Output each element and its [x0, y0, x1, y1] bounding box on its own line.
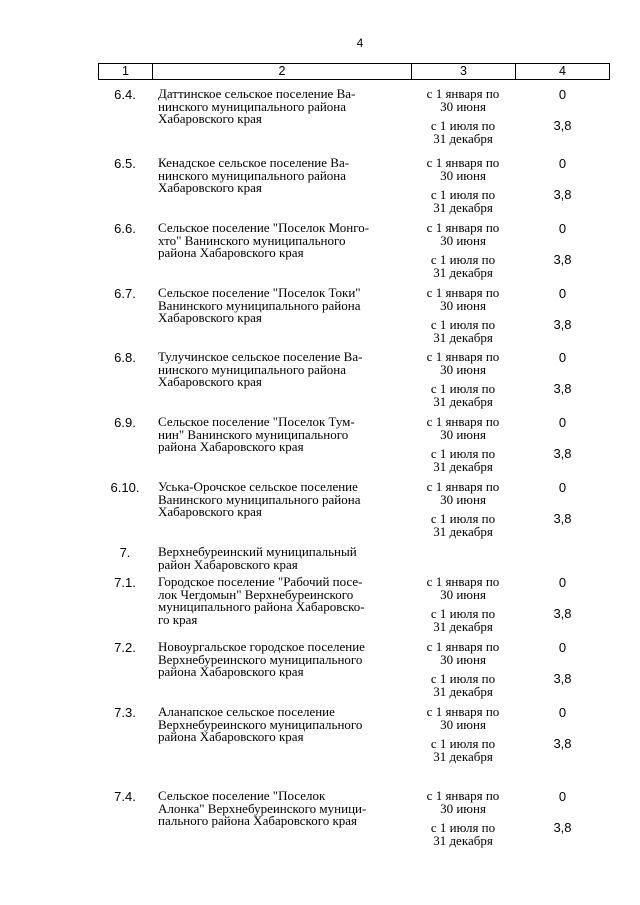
value-second-half: 3,8 — [553, 446, 572, 461]
row-number: 6.9. — [114, 415, 136, 430]
value-second-half: 3,8 — [553, 317, 572, 332]
period-second-half: с 1 июля по 31 декабря — [430, 381, 496, 409]
period-first-half: с 1 января по 30 июня — [426, 86, 500, 114]
period-second-half: с 1 июля по 31 декабря — [430, 671, 496, 699]
row-name: Сельское поселение "Поселок Токи" Ванинского муниципального района Хабаровского края — [158, 285, 361, 325]
row-name: Даттинское сельское поселение Ва- нинского муниципального района Хабаровского края — [158, 86, 356, 126]
value-second-half: 3,8 — [553, 511, 572, 526]
value-second-half: 3,8 — [553, 606, 572, 621]
row-number: 7.4. — [114, 789, 136, 804]
value-first-half: 0 — [558, 415, 567, 430]
value-first-half: 0 — [558, 480, 567, 495]
row-name: Уська-Орочское сельское поселение Ванинского муниципального района Хабаровского края — [158, 479, 361, 519]
value-first-half: 0 — [558, 87, 567, 102]
row-name: Сельское поселение "Поселок Алонка" Верхнебуреинского муници- пального района Хабаровского края — [158, 788, 367, 828]
value-second-half: 3,8 — [553, 252, 572, 267]
period-second-half: с 1 июля по 31 декабря — [430, 446, 496, 474]
row-name: Городское поселение "Рабочий посе- лок Чегдомын" Верхнебуреинского муниципального района Хабаровско- го края — [158, 574, 365, 627]
value-second-half: 3,8 — [553, 820, 572, 835]
value-first-half: 0 — [558, 350, 567, 365]
value-second-half: 3,8 — [553, 187, 572, 202]
header-col-1: 1 — [99, 64, 153, 79]
period-second-half: с 1 июля по 31 декабря — [430, 511, 496, 539]
value-second-half: 3,8 — [553, 381, 572, 396]
value-first-half: 0 — [558, 156, 567, 171]
row-name: Новоургальское городское поселение Верхнебуреинского муниципального района Хабаровского края — [158, 639, 365, 679]
period-second-half: с 1 июля по 31 декабря — [430, 606, 496, 634]
value-first-half: 0 — [558, 286, 567, 301]
period-first-half: с 1 января по 30 июня — [426, 574, 500, 602]
row-number: 7.2. — [114, 640, 136, 655]
row-number: 6.7. — [114, 286, 136, 301]
value-second-half: 3,8 — [553, 118, 572, 133]
period-first-half: с 1 января по 30 июня — [426, 704, 500, 732]
row-number: 6.6. — [114, 221, 136, 236]
value-second-half: 3,8 — [553, 671, 572, 686]
period-first-half: с 1 января по 30 июня — [426, 285, 500, 313]
value-first-half: 0 — [558, 789, 567, 804]
period-first-half: с 1 января по 30 июня — [426, 414, 500, 442]
value-first-half: 0 — [558, 221, 567, 236]
value-first-half: 0 — [558, 575, 567, 590]
header-col-4: 4 — [559, 64, 566, 78]
period-second-half: с 1 июля по 31 декабря — [430, 736, 496, 764]
period-first-half: с 1 января по 30 июня — [426, 479, 500, 507]
row-name: Тулучинское сельское поселение Ва- нинского муниципального района Хабаровского края — [158, 349, 363, 389]
row-name: Сельское поселение "Поселок Монго- хто" Ванинского муниципального района Хабаровского края — [158, 220, 370, 260]
value-first-half: 0 — [558, 640, 567, 655]
value-first-half: 0 — [558, 705, 567, 720]
period-second-half: с 1 июля по 31 декабря — [430, 820, 496, 848]
period-first-half: с 1 января по 30 июня — [426, 155, 500, 183]
period-first-half: с 1 января по 30 июня — [426, 220, 500, 248]
row-number: 7. — [119, 545, 131, 560]
period-first-half: с 1 января по 30 июня — [426, 349, 500, 377]
header-col-2: 2 — [153, 64, 412, 79]
period-second-half: с 1 июля по 31 декабря — [430, 317, 496, 345]
row-number: 6.5. — [114, 156, 136, 171]
header-col-3: 3 — [412, 64, 516, 79]
row-number: 6.4. — [114, 87, 136, 102]
row-name: Кенадское сельское поселение Ва- нинского муниципального района Хабаровского края — [158, 155, 350, 195]
table-header — [98, 63, 610, 80]
page-number: 4 — [356, 36, 364, 50]
value-second-half: 3,8 — [553, 736, 572, 751]
row-number: 7.3. — [114, 705, 136, 720]
row-number: 7.1. — [114, 575, 136, 590]
period-second-half: с 1 июля по 31 декабря — [430, 252, 496, 280]
row-name: Сельское поселение "Поселок Тум- нин" Ванинского муниципального района Хабаровского края — [158, 414, 355, 454]
row-name: Аланапское сельское поселение Верхнебуреинского муниципального района Хабаровского края — [158, 704, 363, 744]
row-number: 6.10. — [110, 480, 140, 495]
period-second-half: с 1 июля по 31 декабря — [430, 187, 496, 215]
period-first-half: с 1 января по 30 июня — [426, 639, 500, 667]
row-number: 6.8. — [114, 350, 136, 365]
period-second-half: с 1 июля по 31 декабря — [430, 118, 496, 146]
period-first-half: с 1 января по 30 июня — [426, 788, 500, 816]
row-name: Верхнебуреинский муниципальный район Хабаровского края — [158, 544, 357, 572]
